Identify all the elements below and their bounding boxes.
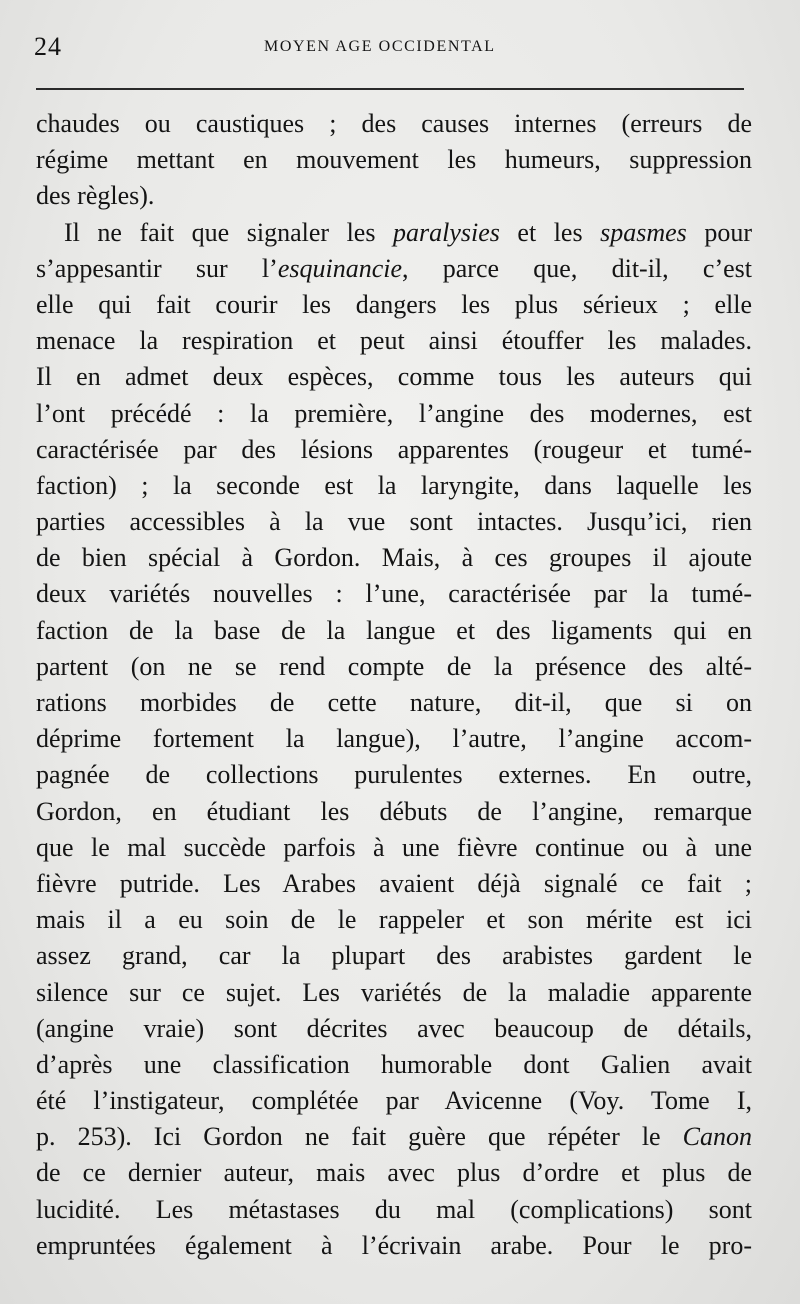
text-line: lucidité. Les métastases du mal (complications) sont xyxy=(36,1194,752,1224)
text-line: que le mal succède parfois à une fièvre continue ou à une xyxy=(36,832,752,862)
text-line: p. 253). Ici Gordon ne fait guère que répéter le Canon xyxy=(36,1122,752,1152)
text-line: faction) ; la seconde est la laryngite, dans laquelle les xyxy=(36,470,752,500)
header-rule xyxy=(36,88,744,90)
text-line: de bien spécial à Gordon. Mais, à ces groupes il ajoute xyxy=(36,543,752,573)
text-line: silence sur ce sujet. Les variétés de la maladie apparente xyxy=(36,977,752,1007)
text-line: elle qui fait courir les dangers les plus sérieux ; elle xyxy=(36,289,752,319)
page-number: 24 xyxy=(34,32,62,61)
italic-term: spasmes xyxy=(600,217,687,247)
text-line: de ce dernier auteur, mais avec plus d’ordre et plus de xyxy=(36,1158,752,1188)
text-line: menace la respiration et peut ainsi étouffer les malades. xyxy=(36,326,752,356)
text-line: chaudes ou caustiques ; des causes internes (erreurs de xyxy=(36,109,752,138)
italic-term: esquinancie xyxy=(277,253,402,283)
text-line: fièvre putride. Les Arabes avaient déjà signalé ce fait ; xyxy=(36,868,752,898)
text-line: rations morbides de cette nature, dit-il, que si on xyxy=(36,688,752,717)
text-line: deux variétés nouvelles : l’une, caractérisée par la tumé- xyxy=(36,579,752,609)
text-line: faction de la base de la langue et des ligaments qui en xyxy=(36,615,752,645)
text-line: mais il a eu soin de le rappeler et son mérite est ici xyxy=(36,905,752,935)
text-line: assez grand, car la plupart des arabistes gardent le xyxy=(36,941,752,971)
body-text xyxy=(36,106,752,1264)
italic-term: paralysies xyxy=(392,217,500,247)
text-line: parties accessibles à la vue sont intactes. Jusqu’ici, rien xyxy=(36,507,752,537)
text-line: Il en admet deux espèces, comme tous les auteurs qui xyxy=(36,362,752,392)
text-line: des règles). xyxy=(36,181,155,211)
text-line: Gordon, en étudiant les débuts de l’angine, remarque xyxy=(36,796,752,826)
text-line: s’appesantir sur l’esquinancie, parce que, dit-il, c’est xyxy=(36,253,753,283)
italic-term: Canon xyxy=(682,1122,752,1152)
text-line: été l’instigateur, complétée par Avicenne (Voy. Tome I, xyxy=(36,1086,752,1116)
text-line: empruntées également à l’écrivain arabe. Pour le pro- xyxy=(36,1230,752,1260)
text-line: déprime fortement la langue), l’autre, l’angine accom- xyxy=(36,724,752,754)
text-line: (angine vraie) sont décrites avec beaucoup de détails, xyxy=(36,1013,752,1043)
text-line: Il ne fait que signaler les paralysies et les spasmes pour xyxy=(64,217,752,247)
text-line: l’ont précédé : la première, l’angine des modernes, est xyxy=(36,398,752,428)
text-line: régime mettant en mouvement les humeurs, suppression xyxy=(36,145,752,175)
page-header xyxy=(34,30,750,60)
text-line: pagnée de collections purulentes externes. En outre, xyxy=(36,760,752,790)
running-head: MOYEN AGE OCCIDENTAL xyxy=(264,38,496,55)
text-line: caractérisée par des lésions apparentes (rougeur et tumé- xyxy=(36,434,752,464)
text-line: d’après une classification humorable dont Galien avait xyxy=(36,1049,752,1079)
text-line: partent (on ne se rend compte de la présence des alté- xyxy=(36,651,752,681)
